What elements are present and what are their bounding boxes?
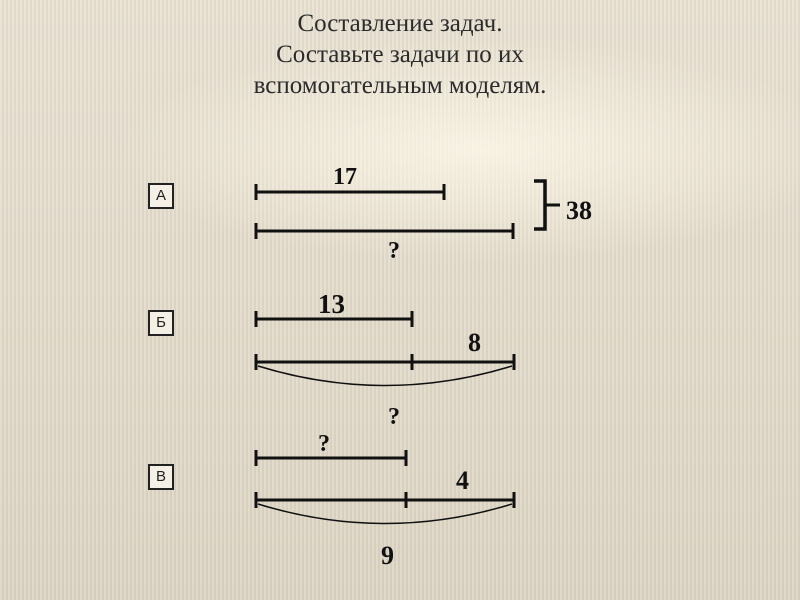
arc-b bbox=[258, 366, 512, 386]
value-b-total: ? bbox=[388, 404, 400, 430]
value-v-total: 9 bbox=[381, 541, 394, 570]
value-a-total: 38 bbox=[566, 196, 592, 225]
bracket-a bbox=[534, 181, 545, 229]
value-b-second: 8 bbox=[468, 328, 481, 357]
title-line-1: Составление задач. bbox=[297, 10, 503, 37]
label-b: Б bbox=[148, 310, 174, 336]
arc-v bbox=[258, 504, 512, 524]
value-a-top: 17 bbox=[333, 164, 357, 190]
model-a bbox=[256, 181, 560, 239]
label-v: В bbox=[148, 464, 174, 490]
model-v bbox=[256, 450, 514, 524]
value-a-bottom: ? bbox=[388, 238, 400, 264]
value-v-first: ? bbox=[318, 431, 330, 457]
title-line-2: Составьте задачи по их bbox=[276, 41, 524, 68]
value-b-first: 13 bbox=[318, 289, 345, 319]
label-a: А bbox=[148, 183, 174, 209]
title-line-3: вспомогательным моделям. bbox=[253, 72, 547, 99]
value-v-second: 4 bbox=[456, 466, 469, 495]
